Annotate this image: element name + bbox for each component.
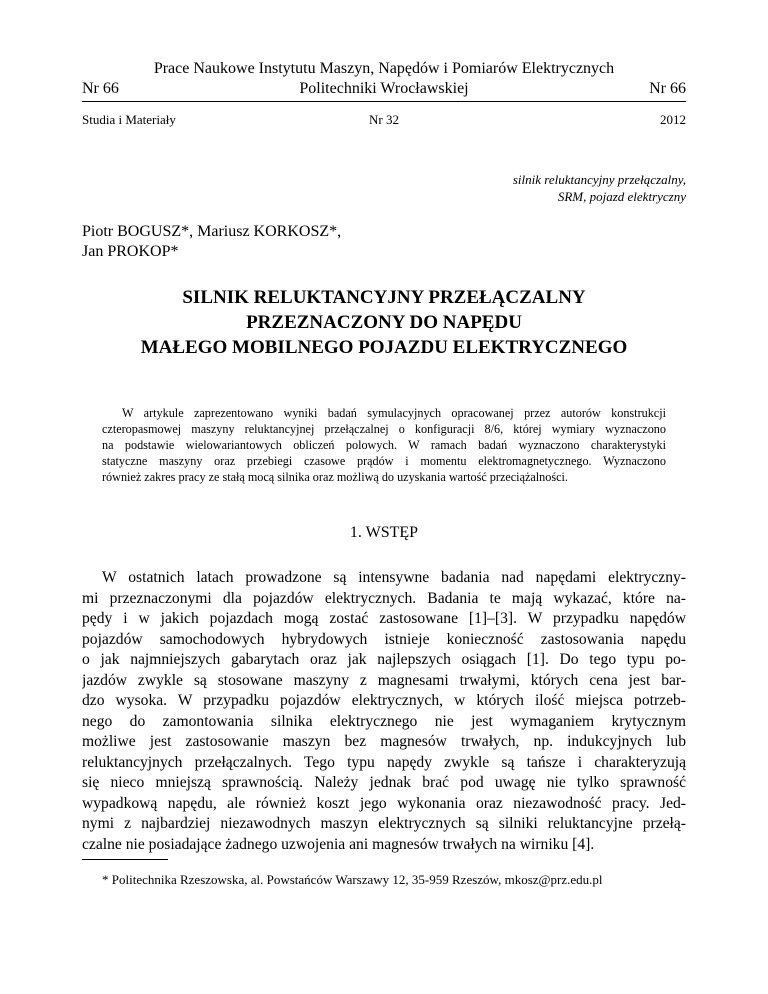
abstract-line: również zakres pracy ze stałą mocą silnika oraz możliwą do uzyskania wartość przeciążalności. (102, 470, 568, 484)
abstract (102, 405, 666, 485)
section-heading: 1. WSTĘP (349, 524, 419, 541)
issue-number-left: Nr 66 (82, 80, 119, 97)
author-affiliation-footnote: * Politechnika Rzeszowska, al. Powstańców Warszawy 12, 35-959 Rzeszów, mkosz@prz.edu.pl (102, 872, 603, 887)
body-line: jazdów zwykle są stosowane maszyny z magnesami trwałymi, których cena jest bar- (82, 671, 686, 689)
abstract-line: czteropasmowej maszyny reluktancyjnej przełączalnej o konfiguracji 8/6, której wymiary wyznaczono (102, 422, 666, 436)
abstract-line: statyczne maszyny oraz przebiegi czasowe prądów i momentu elektromagnetycznego. Wyznaczono (102, 454, 666, 468)
authors (82, 222, 686, 262)
title-line: PRZEZNACZONY DO NAPĘDU (246, 312, 522, 333)
body-line: reluktancyjnych przełączalnych. Tego typu napędy zwykle są tańsze i charakteryzują (82, 753, 686, 771)
body-line: pędy i w jakich pojazdach mogą zostać zastosowane [1]–[3]. W przypadku napędów (82, 610, 686, 627)
body-line: mi przeznaczonymi dla pojazdów elektrycznych. Badania te mają wykazać, które na- (82, 589, 686, 607)
keywords (286, 171, 686, 205)
body-line: nego do zamontowania silnika elektrycznego nie jest wymaganiem krytycznym (82, 712, 686, 730)
issue-number-right: Nr 66 (649, 80, 686, 97)
series-subtitle: Studia i Materiały (82, 112, 176, 127)
title-line: SILNIK RELUKTANCYJNY PRZEŁĄCZALNY (182, 287, 586, 308)
body-line: pojazdów samochodowych hybrydowych istnieje konieczność zastosowania napędu (82, 630, 686, 648)
header-rule (82, 101, 686, 102)
keywords-line: silnik reluktancyjny przełączalny, (512, 172, 686, 187)
paper-title (0, 285, 768, 360)
volume-number: Nr 32 (369, 112, 399, 127)
abstract-line: na podstawie wielowariantowych obliczeń polowych. W ramach badań wyznaczono charakterystyki (102, 438, 666, 452)
body-line: wypadkową napędu, ale również koszt jego wykonania oraz niezawodność pracy. Jed- (82, 794, 686, 812)
authors-line: Piotr BOGUSZ*, Mariusz KORKOSZ*, (82, 223, 342, 240)
abstract-line: W artykule zaprezentowano wyniki badań symulacyjnych opracowanej przez autorów konstrukcji (122, 406, 666, 420)
body-line: się nieco mniejszą sprawnością. Należy jednak brać pod uwagę nie tylko sprawność (82, 774, 686, 791)
footnote-rule (82, 859, 168, 860)
authors-line: Jan PROKOP* (82, 243, 179, 260)
journal-institution: Politechniki Wrocławskiej (299, 80, 469, 97)
body-line: czalne nie posiadające żadnego uzwojenia ani magnesów trwałych na wirniku [4]. (82, 835, 595, 853)
body-line: nymi z najbardziej niezawodnych maszyn elektrycznych są silniki reluktancyjne przełą- (82, 815, 686, 832)
section-body (82, 568, 686, 855)
publication-year: 2012 (660, 112, 686, 127)
body-line: możliwe jest zastosowanie maszyn bez magnesów trwałych, np. indukcyjnych lub (82, 733, 686, 750)
title-line: MAŁEGO MOBILNEGO POJAZDU ELEKTRYCZNEGO (140, 337, 628, 358)
keywords-line: SRM, pojazd elektryczny (557, 189, 686, 204)
body-line: dzo wysoka. W przypadku pojazdów elektrycznych, w których ilość miejsca potrzeb- (82, 692, 686, 709)
body-line: o jak najmniejszych gabarytach oraz jak najlepszych osiągach [1]. Do tego typu po- (82, 651, 686, 668)
body-line: W ostatnich latach prowadzone są intensywne badania nad napędami elektryczny- (102, 569, 686, 586)
journal-series-title: Prace Naukowe Instytutu Maszyn, Napędów i Pomiarów Elektrycznych (153, 60, 615, 77)
